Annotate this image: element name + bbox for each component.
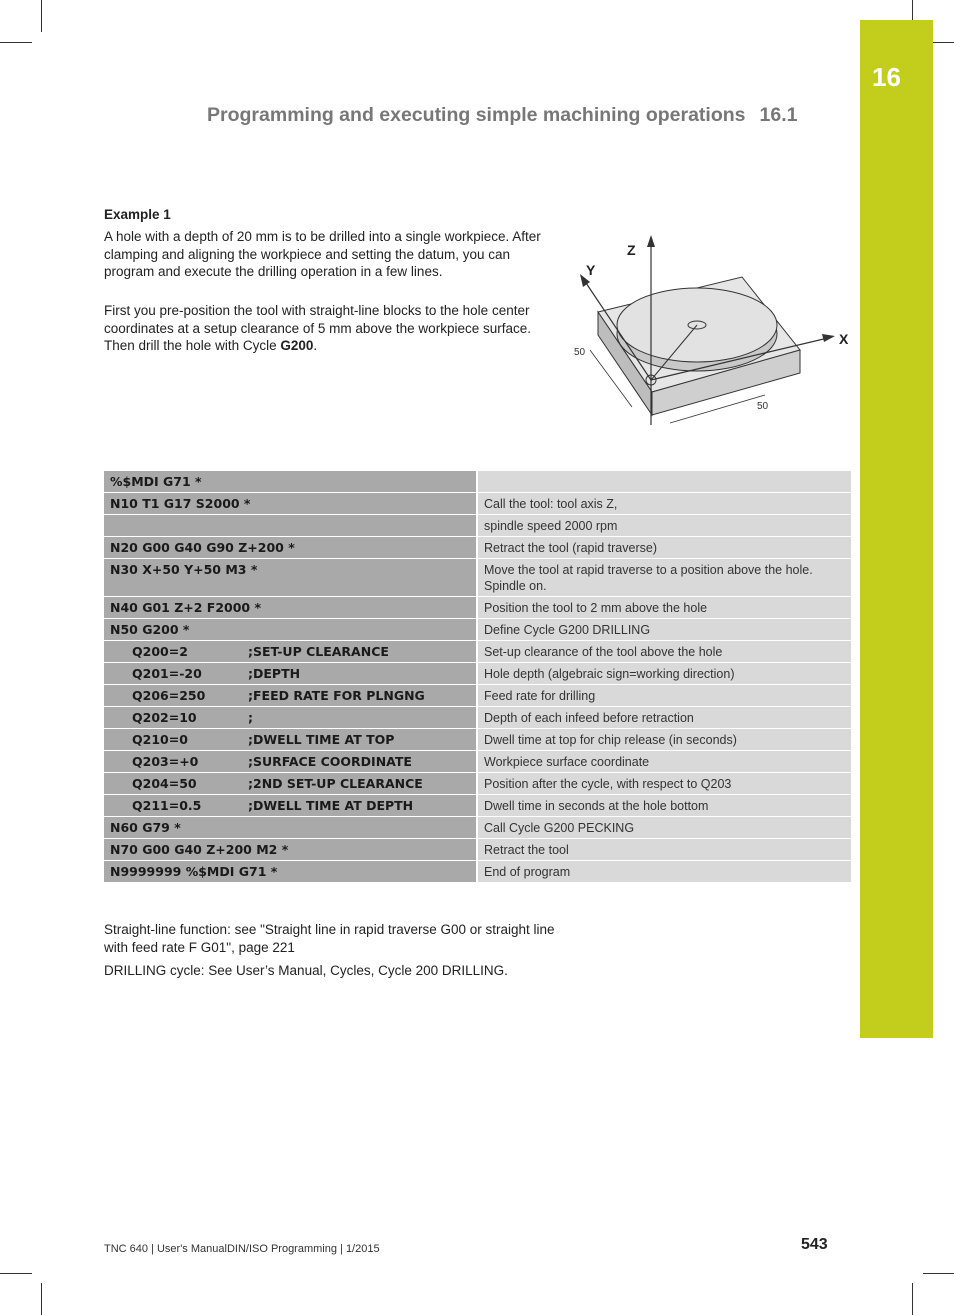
parameter-comment: ;2ND SET-UP CLEARANCE — [248, 776, 423, 791]
program-row — [104, 537, 851, 558]
parameter-comment: ;DEPTH — [248, 666, 301, 681]
program-row — [104, 685, 851, 706]
paragraph-2-text: First you pre-position the tool with straight-line blocks to the hole center coordinates at a setup clearance of 5 mm above the workpiece surface. Then drill the hole with Cycle — [104, 303, 531, 354]
note-straight-line: Straight-line function: see "Straight line in rapid traverse G00 or straight line with feed rate F G01", page 221 — [104, 922, 555, 955]
cycle-parameter-cell — [104, 707, 476, 728]
block-description: Position after the cycle, with respect to Q203 — [476, 773, 851, 794]
program-row — [104, 861, 851, 882]
z-arrow — [647, 235, 655, 247]
nc-block-cell: N40 G01 Z+2 F2000 * — [104, 597, 476, 618]
parameter-value: Q210=0 — [132, 732, 188, 747]
program-row — [104, 729, 851, 750]
crop-mark — [933, 42, 954, 43]
block-description: Position the tool to 2 mm above the hole — [476, 597, 851, 618]
nc-block-cell: %$MDI G71 * — [104, 471, 476, 492]
parameter-value: Q200=2 — [132, 644, 188, 659]
example-paragraph-2 — [104, 302, 544, 355]
parameter-value: Q204=50 — [132, 776, 197, 791]
program-row — [104, 751, 851, 772]
chapter-number: 16 — [872, 62, 901, 92]
block-description — [476, 471, 851, 492]
block-description: End of program — [476, 861, 851, 882]
program-row — [104, 619, 851, 640]
cycle-parameter-cell — [104, 751, 476, 772]
header-title: Programming and executing simple machining operations — [207, 104, 746, 126]
x-arrow — [822, 334, 835, 342]
nc-block-cell: N10 T1 G17 S2000 * — [104, 493, 476, 514]
axis-label-z: Z — [627, 242, 636, 258]
program-row — [104, 795, 851, 816]
program-row — [104, 817, 851, 838]
parameter-value: Q202=10 — [132, 710, 197, 725]
page-number: 543 — [801, 1236, 828, 1253]
nc-block-cell: N60 G79 * — [104, 817, 476, 838]
chapter-sidebar — [860, 20, 933, 1038]
crop-mark — [912, 1283, 913, 1315]
block-description: Call Cycle G200 PECKING — [476, 817, 851, 838]
cycle-parameter-cell — [104, 729, 476, 750]
program-row — [104, 839, 851, 860]
paragraph-2-bold: G200 — [280, 338, 314, 354]
parameter-value: Q203=+0 — [132, 754, 199, 769]
note-drilling: DRILLING cycle: See User’s Manual, Cycles, Cycle 200 DRILLING. — [104, 963, 508, 978]
paragraph-2-end: . — [313, 338, 318, 354]
axis-label-y: Y — [586, 262, 596, 278]
program-row — [104, 559, 851, 596]
block-description: Depth of each infeed before retraction — [476, 707, 851, 728]
parameter-value: Q201=-20 — [132, 666, 202, 681]
block-description: Workpiece surface coordinate — [476, 751, 851, 772]
parameter-value: Q206=250 — [132, 688, 206, 703]
nc-block-cell: N70 G00 G40 Z+200 M2 * — [104, 839, 476, 860]
parameter-comment: ;DWELL TIME AT DEPTH — [248, 798, 414, 813]
block-description: Set-up clearance of the tool above the hole — [476, 641, 851, 662]
program-row — [104, 597, 851, 618]
cycle-parameter-cell — [104, 641, 476, 662]
nc-block-cell: N9999999 %$MDI G71 * — [104, 861, 476, 882]
workpiece-diagram — [560, 225, 860, 440]
parameter-comment: ; — [248, 710, 253, 725]
block-description: Call the tool: tool axis Z, — [476, 493, 851, 514]
crop-mark — [41, 1283, 42, 1315]
nc-block-cell: N50 G200 * — [104, 619, 476, 640]
parameter-comment: ;SET-UP CLEARANCE — [248, 644, 389, 659]
cycle-parameter-cell — [104, 773, 476, 794]
parameter-comment: ;DWELL TIME AT TOP — [248, 732, 395, 747]
cycle-parameter-cell — [104, 663, 476, 684]
program-row — [104, 515, 851, 536]
program-row — [104, 773, 851, 794]
crop-mark — [0, 42, 32, 43]
example-paragraph-1: A hole with a depth of 20 mm is to be drilled into a single workpiece. After clamping and aligning the workpiece and setting the datum, you can program and execute the drilling operation in a few lines. — [104, 229, 541, 280]
nc-block-cell: N20 G00 G40 G90 Z+200 * — [104, 537, 476, 558]
header-section: 16.1 — [759, 104, 798, 126]
page-header — [207, 104, 797, 127]
block-description: Move the tool at rapid traverse to a position above the hole. Spindle on. — [476, 559, 851, 596]
crop-mark — [0, 1273, 32, 1274]
program-row — [104, 663, 851, 684]
parameter-comment: ;FEED RATE FOR PLNGNG — [248, 688, 425, 703]
parameter-value: Q211=0.5 — [132, 798, 202, 813]
program-table — [104, 470, 851, 883]
example-title: Example 1 — [104, 207, 171, 222]
dimension-label-left: 50 — [574, 347, 586, 358]
nc-block-cell — [104, 515, 476, 536]
nc-block-cell: N30 X+50 Y+50 M3 * — [104, 559, 476, 596]
crop-mark — [923, 1273, 954, 1274]
footer-text: TNC 640 | User's ManualDIN/ISO Programming | 1/2015 — [104, 1243, 380, 1255]
parameter-comment: ;SURFACE COORDINATE — [248, 754, 412, 769]
block-description: Define Cycle G200 DRILLING — [476, 619, 851, 640]
program-row — [104, 707, 851, 728]
block-description: spindle speed 2000 rpm — [476, 515, 851, 536]
dimension-label-bottom: 50 — [757, 401, 769, 412]
block-description: Dwell time in seconds at the hole bottom — [476, 795, 851, 816]
cycle-parameter-cell — [104, 795, 476, 816]
crop-mark — [912, 0, 913, 20]
block-description: Dwell time at top for chip release (in seconds) — [476, 729, 851, 750]
block-description: Feed rate for drilling — [476, 685, 851, 706]
cycle-parameter-cell — [104, 685, 476, 706]
block-description: Retract the tool (rapid traverse) — [476, 537, 851, 558]
crop-mark — [41, 0, 42, 32]
axis-label-x: X — [839, 331, 849, 347]
program-row — [104, 471, 851, 492]
block-description: Retract the tool — [476, 839, 851, 860]
block-description: Hole depth (algebraic sign=working direction) — [476, 663, 851, 684]
program-row — [104, 493, 851, 514]
program-row — [104, 641, 851, 662]
